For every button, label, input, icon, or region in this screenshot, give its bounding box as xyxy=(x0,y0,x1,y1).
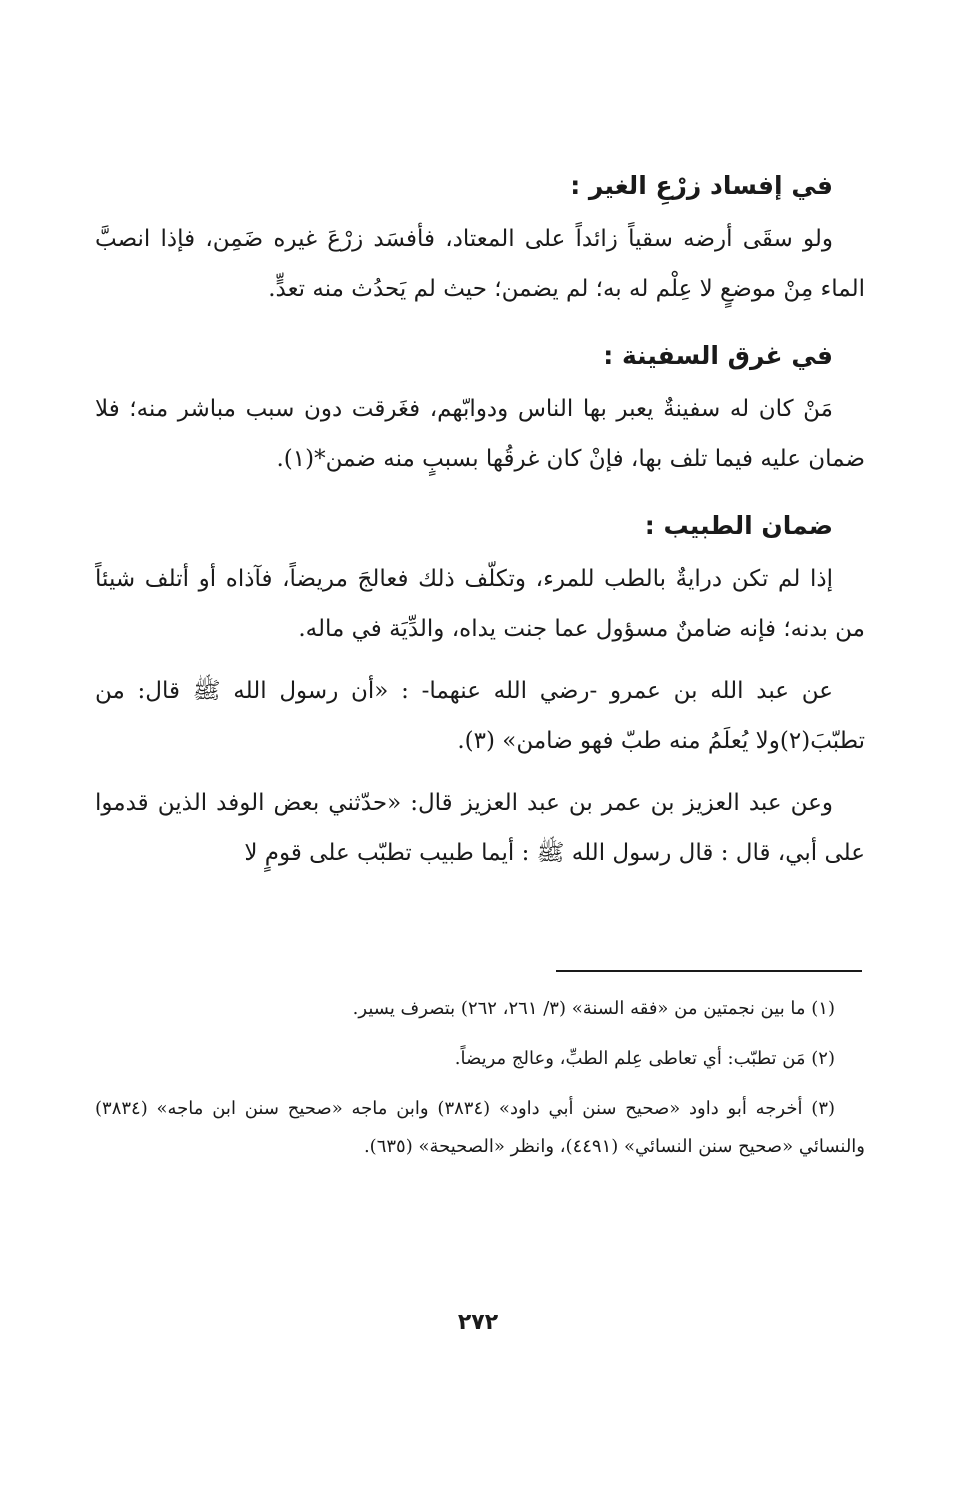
paragraph-ship-sinking: مَنْ كان له سفينةٌ يعبر بها الناس ودوابّهم، فغَرقت دون سبب مباشر منه؛ فلا ضمان عليه فيما تلف بها، فإنْ كان غرقُها بسببٍ منه ضمن*(١). xyxy=(95,396,865,472)
paragraph-doctor-liability: إذا لم تكن درايةٌ بالطب للمرء، وتكلّف ذلك فعالجَ مريضاً، فآذاه أو أتلف شيئاً من بدنه؛ فإنه ضامنٌ مسؤول عما جنت يداه، والدِّيَة في ماله. xyxy=(95,566,865,642)
footnotes xyxy=(95,990,865,1178)
footnote-3: (٣) أخرجه أبو داود «صحيح سنن أبي داود» (٣٨٣٤) وابن ماجه «صحيح سنن ابن ماجه» (٣٨٣٤) والنسائي «صحيح سنن النسائي» (٤٤٩١)، وانظر «الصحيحة» (٦٣٥). xyxy=(95,1098,865,1157)
page-number: ٢٧٢ xyxy=(457,1310,499,1335)
main-text xyxy=(95,160,865,894)
section-heading-ship-sinking: في غرق السفينة : xyxy=(603,341,833,370)
footnote-2: (٢) مَن تطبّب: أي تعاطى عِلم الطبِّ، وعالج مريضاً. xyxy=(454,1048,835,1069)
paragraph-crop-damage: ولو سقَى أرضه سقياً زائداً على المعتاد، فأفسَد زرْعَ غيره ضَمِن، فإذا انصبَّ الماء مِنْ موضعٍ لا عِلْم له به؛ لم يضمن؛ حيث لم يَحدُث منه تعدٍّ. xyxy=(95,226,865,302)
section-heading-doctor-liability: ضمان الطبيب : xyxy=(644,511,833,540)
footnote-1: (١) ما بين نجمتين من «فقه السنة» (٣/ ٢٦١، ٢٦٢) بتصرف يسير. xyxy=(352,998,835,1019)
section-heading-crop-damage: في إفساد زرْعِ الغير : xyxy=(570,171,833,200)
paragraph-hadith-2: وعن عبد العزيز بن عمر بن عبد العزيز قال: «حدّثني بعض الوفد الذين قدموا على أبي، قال : قال رسول الله ﷺ : أيما طبيب تطبّب على قومٍ لا xyxy=(95,790,865,866)
paragraph-hadith-1: عن عبد الله بن عمرو -رضي الله عنهما- : «أن رسول الله ﷺ قال: من تطبّبَ(٢)ولا يُعلَمُ منه طبّ فهو ضامن» (٣). xyxy=(95,678,865,754)
